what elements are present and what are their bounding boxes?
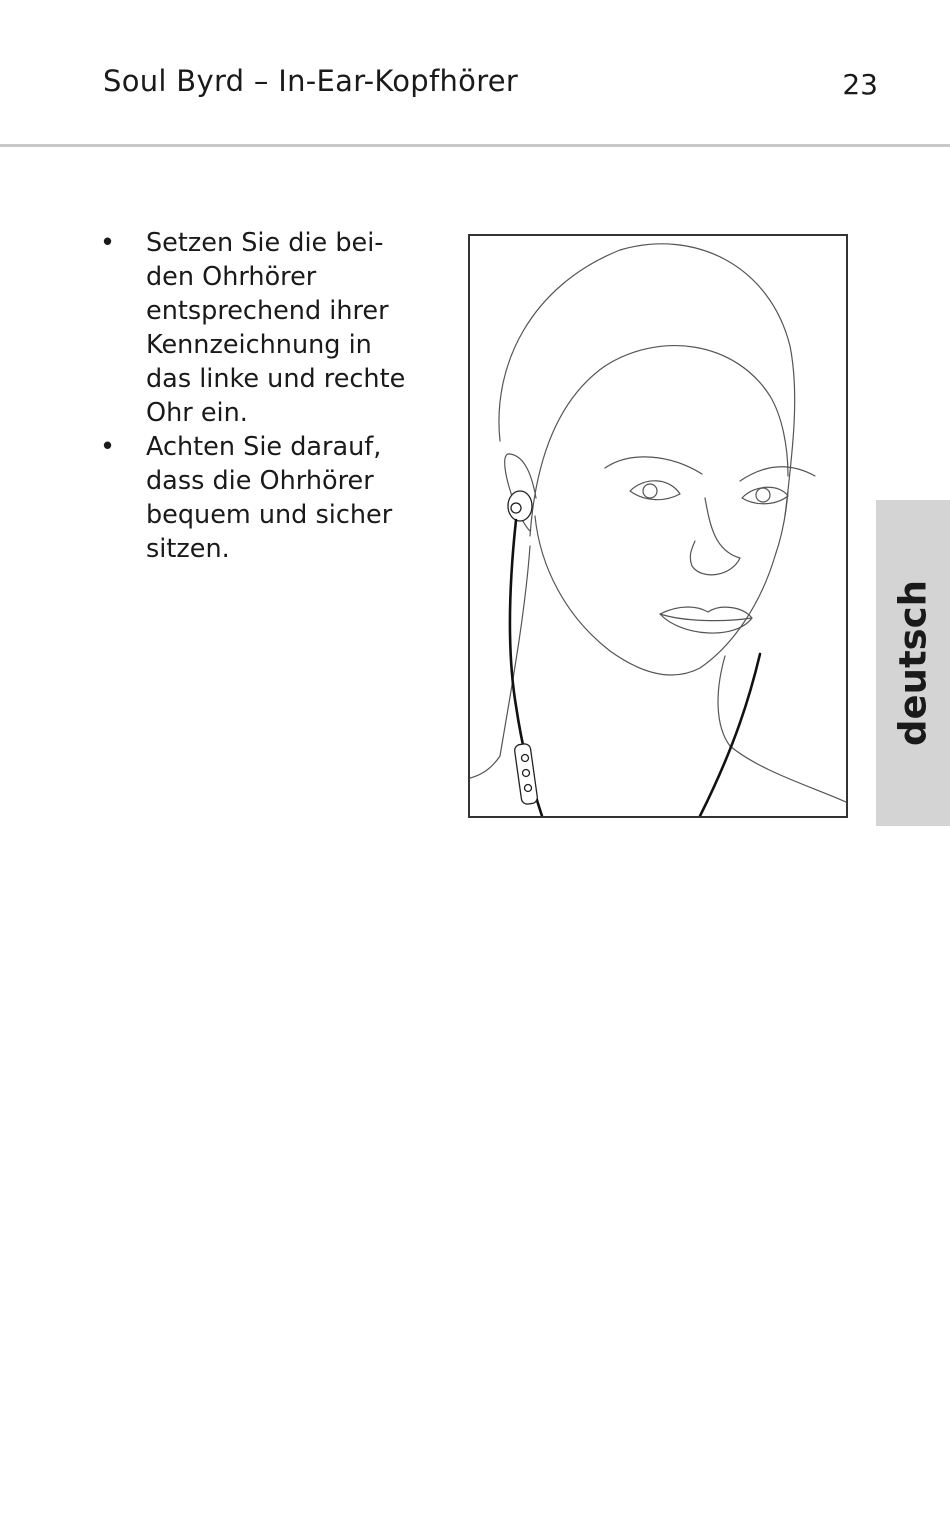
jaw-outline (535, 491, 788, 675)
bullet-marker: • (100, 432, 116, 462)
list-item (100, 430, 450, 566)
page-title: Soul Byrd – In-Ear-Kopfhörer (103, 64, 519, 98)
earphone-fitting-illustration (468, 234, 848, 818)
instruction-line: den Ohrhörer (146, 262, 317, 292)
neck-left (470, 546, 530, 778)
instruction-line: Ohr ein. (146, 398, 248, 428)
nose (690, 498, 740, 575)
face-with-earphones-drawing (470, 236, 846, 816)
list-item (100, 226, 450, 430)
header-divider (0, 144, 950, 147)
instruction-line: Setzen Sie die bei- (146, 228, 384, 258)
language-tab-label: deutsch (891, 580, 935, 746)
earbud (508, 491, 532, 521)
instruction-line: bequem und sicher (146, 500, 393, 530)
left-eye-outline (630, 481, 680, 500)
bullet-marker: • (100, 228, 116, 258)
right-eyebrow (740, 467, 815, 481)
hairline (530, 346, 788, 536)
instruction-list (100, 226, 450, 566)
instruction-line: sitzen. (146, 534, 230, 564)
instruction-line: Achten Sie darauf, (146, 432, 382, 462)
instruction-line: dass die Ohrhörer (146, 466, 374, 496)
left-pupil (643, 484, 657, 498)
right-pupil (756, 488, 770, 502)
language-tab (876, 500, 950, 826)
instruction-line: entsprechend ihrer (146, 296, 389, 326)
instruction-line: das linke und rechte (146, 364, 406, 394)
left-eyebrow (605, 457, 702, 474)
upper-lip (660, 607, 752, 621)
inline-remote (514, 743, 538, 805)
page-number: 23 (842, 68, 878, 101)
instruction-line: Kennzeichnung in (146, 330, 372, 360)
earphone-cable-right (700, 654, 760, 816)
